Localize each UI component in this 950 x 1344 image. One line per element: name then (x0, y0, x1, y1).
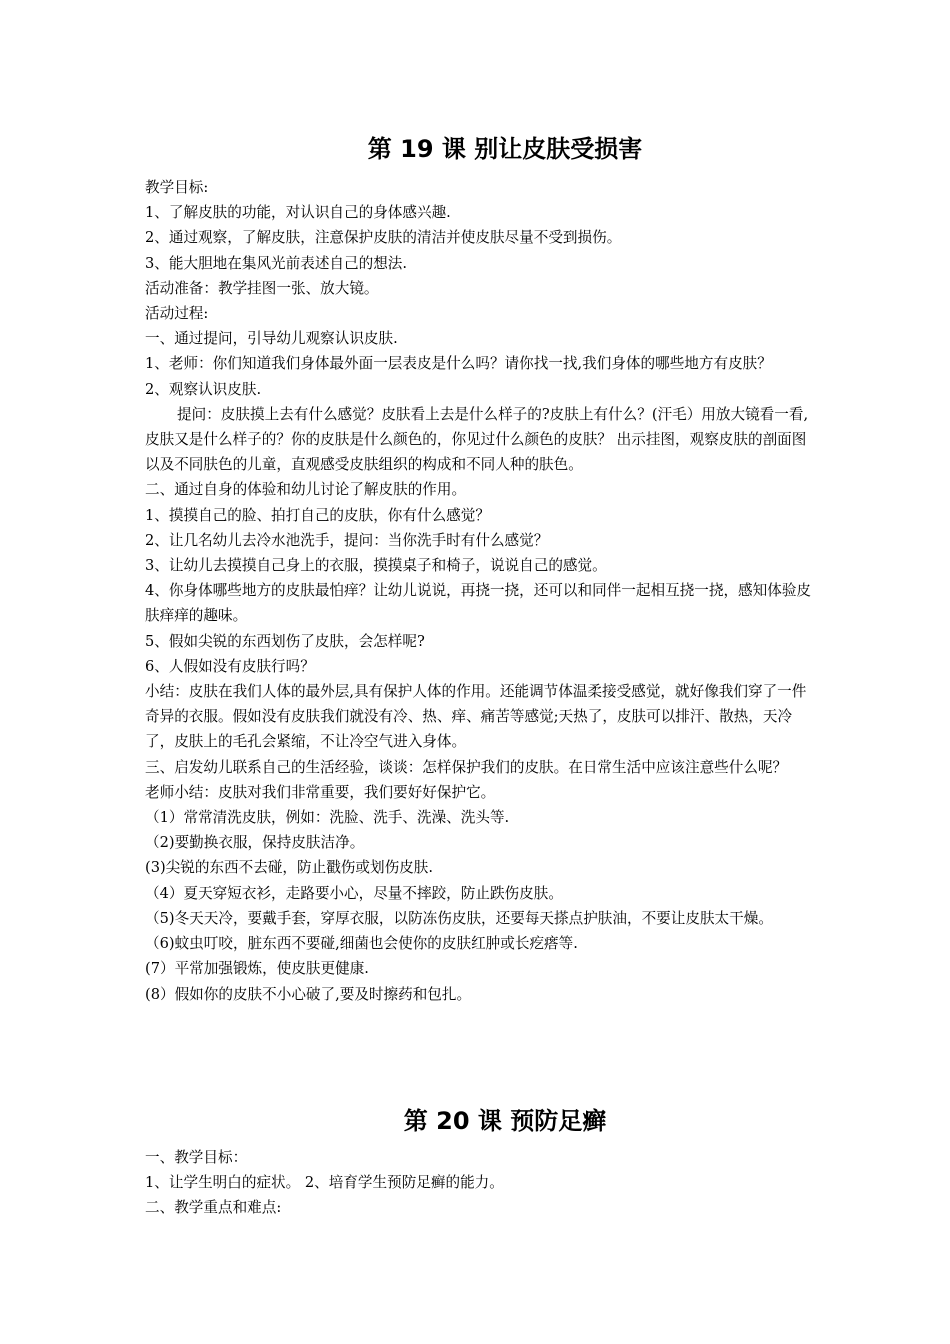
paragraph: (8）假如你的皮肤不小心破了,要及时擦药和包扎。 (145, 985, 472, 1003)
paragraph: 4、你身体哪些地方的皮肤最怕痒？让幼儿说说，再挠一挠，还可以和同伴一起相互挠一挠，感知体验皮肤痒痒的趣味。 (145, 582, 812, 625)
paragraph: (3)尖锐的东西不去碰，防止戳伤或划伤皮肤. (145, 859, 434, 877)
paragraph: （5)冬天天冷，要戴手套，穿厚衣服，以防冻伤皮肤，还要每天搽点护肤油，不要让皮肤太干燥。 (145, 909, 773, 927)
paragraph: 教学目标: (145, 179, 209, 196)
paragraph: 6、人假如没有皮肤行吗？ (145, 657, 315, 675)
lesson-19-title: 第 19 课 别让皮肤受损害 (367, 135, 643, 163)
paragraph: 一、通过提问，引导幼儿观察认识皮肤. (145, 330, 398, 348)
paragraph: 2、观察认识皮肤. (145, 380, 262, 398)
paragraph: 小结：皮肤在我们人体的最外层,具有保护人体的作用。还能调节体温柔接受感觉，就好像我们穿了一件奇异的衣服。假如没有皮肤我们就没有冷、热、痒、痛苦等感觉;天热了，皮肤可以排汗、散热，天冷了，皮肤上的毛孔会紧缩，不让冷空气进入身体。 (145, 683, 807, 751)
paragraph: 1、摸摸自己的脸、拍打自己的皮肤，你有什么感觉？ (145, 506, 490, 524)
paragraph: 5、假如尖锐的东西划伤了皮肤，会怎样呢? (145, 632, 425, 650)
paragraph: 提问：皮肤摸上去有什么感觉？皮肤看上去是什么样子的?皮肤上有什么？(汗毛）用放大镜看一看,皮肤又是什么样子的？你的皮肤是什么颜色的，你见过什么颜色的皮肤？ 出示挂图，观察皮肤的剖面图以及不同肤色的儿童，直观感受皮肤组织的构成和不同人种的肤色。 (145, 405, 809, 474)
paragraph: 2、让几名幼儿去冷水池洗手，提问：当你洗手时有什么感觉？ (145, 531, 549, 549)
paragraph: （2)要勤换衣服，保持皮肤洁净。 (145, 834, 365, 852)
paragraph: （6)蚊虫叮咬，脏东西不要碰,细菌也会使你的皮肤红肿或长疙瘩等. (145, 935, 578, 953)
lesson-19-body (145, 175, 813, 1007)
paragraph: 1、了解皮肤的功能，对认识自己的身体感兴趣. (145, 204, 451, 222)
paragraph: (7）平常加强锻炼，使皮肤更健康. (145, 960, 369, 978)
paragraph: （4）夏天穿短衣衫，走路要小心，尽量不摔跤，防止跌伤皮肤。 (145, 884, 563, 902)
lesson-20-title: 第 20 课 预防足癣 (403, 1107, 607, 1135)
paragraph: 1、让学生明白的症状。 2、培育学生预防足癣的能力。 (145, 1174, 504, 1192)
lesson-20-body (145, 1145, 813, 1221)
paragraph: 活动准备：教学挂图一张、放大镜。 (145, 279, 379, 297)
paragraph: 老师小结：皮肤对我们非常重要，我们要好好保护它。 (145, 783, 496, 801)
paragraph: 一、教学目标： (145, 1149, 248, 1166)
paragraph: 3、让幼儿去摸摸自己身上的衣服，摸摸桌子和椅子，说说自己的感觉。 (145, 557, 607, 575)
paragraph: 二、教学重点和难点: (145, 1199, 282, 1217)
paragraph: 二、通过自身的体验和幼儿讨论了解皮肤的作用。 (145, 481, 467, 499)
paragraph: 1、老师：你们知道我们身体最外面一层表皮是什么吗？请你找一找,我们身体的哪些地方有皮肤？ (145, 355, 772, 373)
paragraph: 活动过程: (145, 305, 209, 323)
paragraph: 3、能大胆地在集风光前表述自己的想法. (145, 254, 408, 272)
paragraph: （1）常常清洗皮肤，例如：洗脸、洗手、洗澡、洗头等. (145, 809, 510, 827)
paragraph: 三、启发幼儿联系自己的生活经验，谈谈：怎样保护我们的皮肤。在日常生活中应该注意些什么呢？ (145, 758, 788, 776)
paragraph: 2、通过观察，了解皮肤，注意保护皮肤的清洁并使皮肤尽量不受到损伤。 (145, 229, 622, 247)
